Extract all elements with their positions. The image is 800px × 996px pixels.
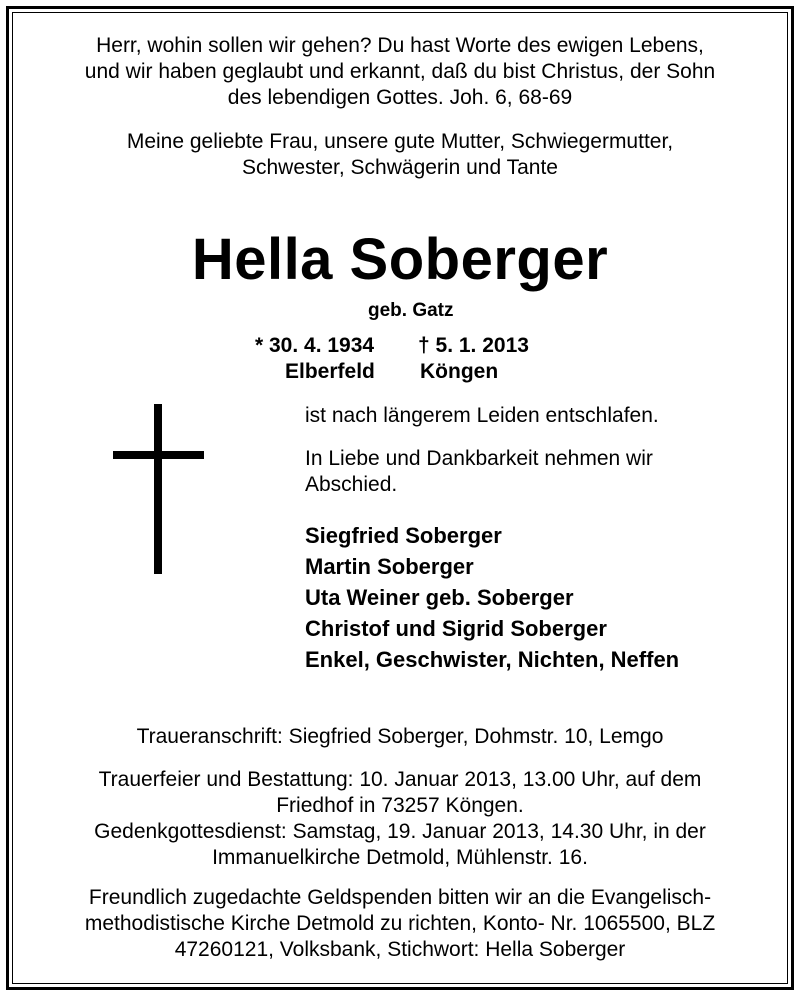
intro-text xyxy=(0,129,800,181)
family-member: Enkel, Geschwister, Nichten, Neffen xyxy=(305,647,680,672)
intro-line: Schwester, Schwägerin und Tante xyxy=(242,156,558,179)
donation-line: Freundlich zugedachte Geldspenden bitten wir an die Evangelisch- xyxy=(88,886,712,909)
death-place: Köngen xyxy=(420,360,499,383)
funeral-line: Immanuelkirche Detmold, Mühlenstr. 16. xyxy=(212,846,588,869)
funeral-line: Gedenkgottesdienst: Samstag, 19. Januar 2013, 14.30 Uhr, in der xyxy=(94,820,706,843)
death-message: ist nach längerem Leiden entschlafen. xyxy=(305,404,659,427)
donation-line: methodistische Kirche Detmold zu richten, Konto- Nr. 1065500, BLZ xyxy=(84,912,716,935)
death-date: † 5. 1. 2013 xyxy=(418,334,529,357)
birth-date: * 30. 4. 1934 xyxy=(255,334,375,357)
intro-line: Meine geliebte Frau, unsere gute Mutter, Schwiegermutter, xyxy=(126,130,674,153)
farewell-line: In Liebe und Dankbarkeit nehmen wir xyxy=(305,447,653,470)
funeral-line: Trauerfeier und Bestattung: 10. Januar 2013, 13.00 Uhr, auf dem xyxy=(98,768,702,791)
deceased-name: Hella Soberger xyxy=(191,227,609,292)
farewell-message xyxy=(305,446,653,498)
birth-place: Elberfeld xyxy=(285,360,375,383)
maiden-name: geb. Gatz xyxy=(368,300,454,321)
family-member: Uta Weiner geb. Soberger xyxy=(305,585,574,610)
donation-line: 47260121, Volksbank, Stichwort: Hella Soberger xyxy=(174,938,626,961)
cross-icon xyxy=(154,404,162,574)
family-list xyxy=(305,520,679,675)
verse-line: und wir haben geglaubt und erkannt, daß du bist Christus, der Sohn xyxy=(84,60,716,83)
funeral-line: Friedhof in 73257 Köngen. xyxy=(276,794,524,817)
family-member: Siegfried Soberger xyxy=(305,523,502,548)
family-member: Martin Soberger xyxy=(305,554,474,579)
bible-verse xyxy=(0,33,800,111)
mourning-address: Traueranschrift: Siegfried Soberger, Dohmstr. 10, Lemgo xyxy=(136,725,664,748)
donation-info xyxy=(0,885,800,963)
cross-icon-bar xyxy=(113,451,204,459)
verse-line: Herr, wohin sollen wir gehen? Du hast Worte des ewigen Lebens, xyxy=(96,34,704,57)
funeral-info xyxy=(0,767,800,871)
family-member: Christof und Sigrid Soberger xyxy=(305,616,607,641)
farewell-line: Abschied. xyxy=(305,473,398,496)
verse-line: des lebendigen Gottes. Joh. 6, 68-69 xyxy=(227,86,573,109)
